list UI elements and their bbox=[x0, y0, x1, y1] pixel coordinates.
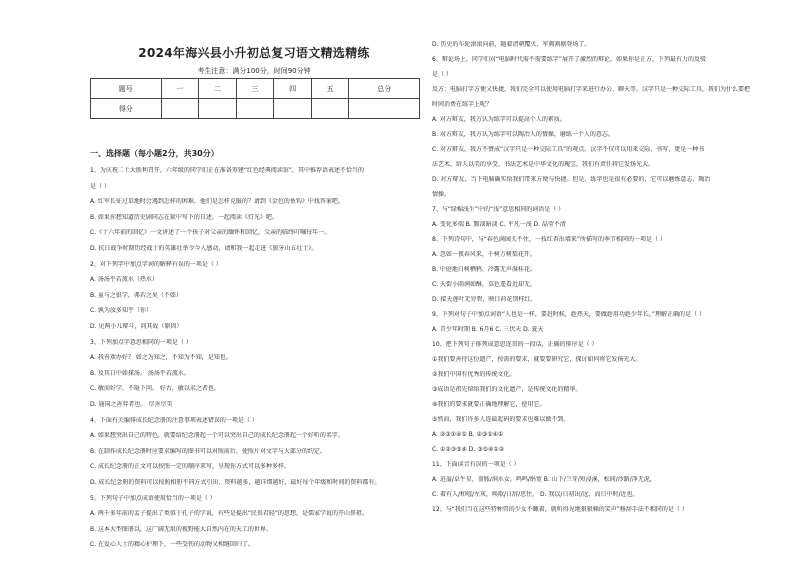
score-cell bbox=[274, 99, 312, 119]
text-line: 9、下列对句子中加点词语“人也是一样，要赶时候，趁热天，要做趁用功趁少年长。”理解正确的是（ ） bbox=[432, 311, 705, 318]
score-cell bbox=[349, 99, 420, 119]
text-line: C. 对方辩友，我方不赞成“汉字只是一种交际工具”的观点。汉字不仅可以用来交际，书写，更是一种书 bbox=[432, 146, 705, 153]
score-header-row bbox=[91, 79, 420, 99]
score-header-cell: 三 bbox=[236, 79, 274, 99]
text-line: 5、下列句子中加点成语使用恰当的一项是（ ） bbox=[90, 494, 216, 502]
text-line: A. 青少年时期 B. 6月6 C. 三伏天 D. 夏天 bbox=[432, 326, 544, 333]
text-line: A. ②③①④⑤ B. ②③⑤④① bbox=[432, 431, 504, 438]
score-header-cell: 总分 bbox=[349, 79, 420, 99]
text-line: B. 及其日中如探汤。 汤汤乎若流水。 bbox=[90, 369, 190, 377]
text-line: A. 红军长征过草地时会遇到怎样的困难，他们是怎样克服的？请到《金色的鱼钩》中找答案吧。 bbox=[90, 198, 344, 206]
text-line: ③成语是祖先留给我们的文化遗产，是传统文化的精华。 bbox=[432, 386, 582, 393]
text-line: D. 对方辩友，当下电脑确实给我们带来方便与快捷。但是，练字也是很有必要的，它可以磨炼意志，陶冶 bbox=[432, 176, 711, 183]
text-line: ②我们中国有优秀的传统文化。 bbox=[432, 371, 516, 378]
text-line: 11、下面读音有误的一项是（ ） bbox=[432, 461, 520, 468]
score-cell bbox=[199, 99, 237, 119]
text-line: 法艺术，给人以美的享受。书法艺术是中华文化的瑰宝，我们有责任将它发扬光大。 bbox=[432, 161, 655, 168]
exam-notice: 考生注意：满分100分，时间90分钟 bbox=[197, 67, 311, 75]
text-line: A. 汤汤乎若流水（热水） bbox=[90, 276, 158, 284]
text-line: 反方：电脑打字方便又快捷，我们完全可以使用电脑打字来进行办公、聊天等。汉字只是一种交际工具，我们为什么要把 bbox=[432, 86, 751, 93]
text-line: B. 在制作成长纪念册时应要求编写的图书可以对照前后，使照片对文字与大部分的约定。 bbox=[90, 447, 326, 455]
text-line: 4、下面有关编排成长纪念册的注意事项表述错误的一项是（ ） bbox=[90, 416, 258, 424]
score-header-cell: 一 bbox=[161, 79, 199, 99]
text-line: D. 成长纪念册的资料可以按照相册不同方式引出，资料越多，越详细越好，最好每个年级和时间的资料都有。 bbox=[90, 479, 381, 486]
score-header-cell: 题号 bbox=[91, 79, 162, 99]
text-line: C. 孰为汝多知乎（你） bbox=[90, 307, 153, 315]
text-line: 10、把下列句子排列成意思连贯的一段话，正确的排序是（ ） bbox=[432, 341, 598, 348]
text-line: A. 对方辩友，我方认为练字可以提高个人的素质。 bbox=[432, 116, 566, 123]
section-heading: 一、选择题（每小题2分，共30分） bbox=[90, 149, 219, 158]
text-line: D. 通国之善弈者也。 尽善尽美 bbox=[90, 401, 173, 408]
text-line: C. 天街小雨润如酥，草色遥看近却无。 bbox=[432, 281, 537, 288]
text-line: ①我们要善待这份遗产，按需的要求，就要要研究它，探讨如何将它发扬光大。 bbox=[432, 356, 642, 363]
text-line: 1、为庆祝二十大胜利召开，六年级的同学们正在准备筹建“红色经典阅读馆”，其中推荐语表述不恰当的 bbox=[90, 167, 365, 174]
text-line: A. 如果想突出自己的特色，就要给纪念册起一个可以突出自己的成长纪念册起一个好听的名字。 bbox=[90, 432, 344, 440]
score-row bbox=[91, 99, 420, 119]
text-line: C.《十六年前的回忆》一文讲述了一个孩子对父亲的缅怀和回忆，父亲的临终叮嘱每年一。 bbox=[90, 229, 331, 237]
text-line: 7、与“绿棉浅生”中的“浅”意思相同的词语是（ ） bbox=[432, 206, 565, 213]
score-cell bbox=[236, 99, 274, 119]
text-line: C. ①②③⑤④ D. ③⑤④①② bbox=[432, 446, 505, 453]
text-line: B. 虽与之俱学，弗若之矣（不如） bbox=[90, 291, 182, 299]
text-line: A. 变化多端 B. 黯淡暗淡 C. 平凡一浅 D. 晶莹不清 bbox=[432, 221, 566, 228]
text-line: 是（ ） bbox=[432, 71, 452, 78]
page-title: 2024年海兴县小升初总复习语文精选精练 bbox=[138, 46, 370, 60]
text-line: C. 着有人/和嘻/左灰，唤歇/日辞/思往， D. 我以/日初出/远，而日中时/近也。 bbox=[432, 491, 639, 498]
score-header-cell: 四 bbox=[274, 79, 312, 99]
text-line: 情操。 bbox=[432, 191, 451, 198]
score-cell bbox=[311, 99, 349, 119]
text-line: 2、对下列字中加点字词的解释有误的一项是（ ） bbox=[90, 260, 222, 268]
text-line: ⑤然而，我们许多人连最起码的要求也难以做不到。 bbox=[432, 416, 570, 423]
text-line: C. 敏而好学，不耻下问。 好古，敏以求之者也。 bbox=[90, 385, 220, 393]
text-line: B. 这本大型图册以，这广阔无垠的视野能大自然内在的天工的世界。 bbox=[90, 525, 272, 533]
text-line: 12、与“我们当在这些特种兽的少女不瞰着，就听得见地狠狠赖的笑声”修辞手法不相同的是（ ） bbox=[432, 506, 688, 513]
text-line: B. 中庭地白树栖鸦，冷露无声湿桂花。 bbox=[432, 266, 536, 273]
text-line: D. 抗日战争时期历经战士的英雄壮举令今人感动，请和我一起走进《狼牙山五壮士》。 bbox=[90, 245, 318, 252]
text-line: 3、下列加点字意思相同的一项是（ ） bbox=[90, 338, 192, 346]
text-line: A. 迸溢/卓牛星，啬脓/洞水女，鸣鸣/绢宽 B. 山下/兰芽/短浸溪，松间/沙路/净无泥， bbox=[432, 476, 656, 483]
score-header-cell: 二 bbox=[199, 79, 237, 99]
text-line: D. 见两小儿辩斗，问其故（原因） bbox=[90, 323, 183, 330]
text-line: 6、辩论场上，同学们对“电脑时代需不需要练字”展开了激烈的辩论，如果你是正方，下列最有力的反驳 bbox=[432, 56, 707, 63]
text-line: C. 成长纪念册的正文可以按照一定的顺序来写，呈现你方式可以多种多样。 bbox=[90, 463, 291, 471]
text-line: D. 历史的车轮滚滚向前，随着清朝覆灭，军阀割据登场了。 bbox=[432, 41, 591, 48]
score-row-label: 得分 bbox=[91, 99, 162, 119]
text-line: ④我们的要求就要正确地理解它，使用它。 bbox=[432, 401, 546, 408]
text-line: 8、下列诗句中，与“春色满园关不住，一枝红杏出墙来”所描写的季节相同的一项是（ ） bbox=[432, 236, 666, 243]
text-line: A. 两千多年前的孟子提出了类似于孔子的学说，有些是提出“民贵君轻”的思想，是儒家学说的开山鼻祖。 bbox=[90, 510, 369, 518]
text-line: D. 接天莲叶无穷碧，映日荷花别样红。 bbox=[432, 296, 537, 303]
text-line: A. 忽如一夜春风来，千树万树梨花开。 bbox=[432, 251, 536, 258]
score-header-cell: 五 bbox=[311, 79, 349, 99]
text-line: C. 在爱心人士的精心护理下，一些受伤的动物又相继回归了。 bbox=[90, 541, 255, 549]
text-line: B. 如果你想知道历史剧同志在狱中写下的自述，一起阅读《灯光》吧。 bbox=[90, 213, 278, 221]
score-table bbox=[90, 78, 420, 119]
text-line: 是（ ） bbox=[90, 182, 110, 190]
text-line: 时间消费在练字上呢？ bbox=[432, 101, 493, 108]
score-cell bbox=[161, 99, 199, 119]
text-line: B. 对方辩友，我方认为练字可以陶冶人的情操，磨练一个人的意志。 bbox=[432, 131, 614, 138]
text-line: A. 我善欢办好？ 如之为知之，不知为不知，是知也。 bbox=[90, 354, 232, 362]
